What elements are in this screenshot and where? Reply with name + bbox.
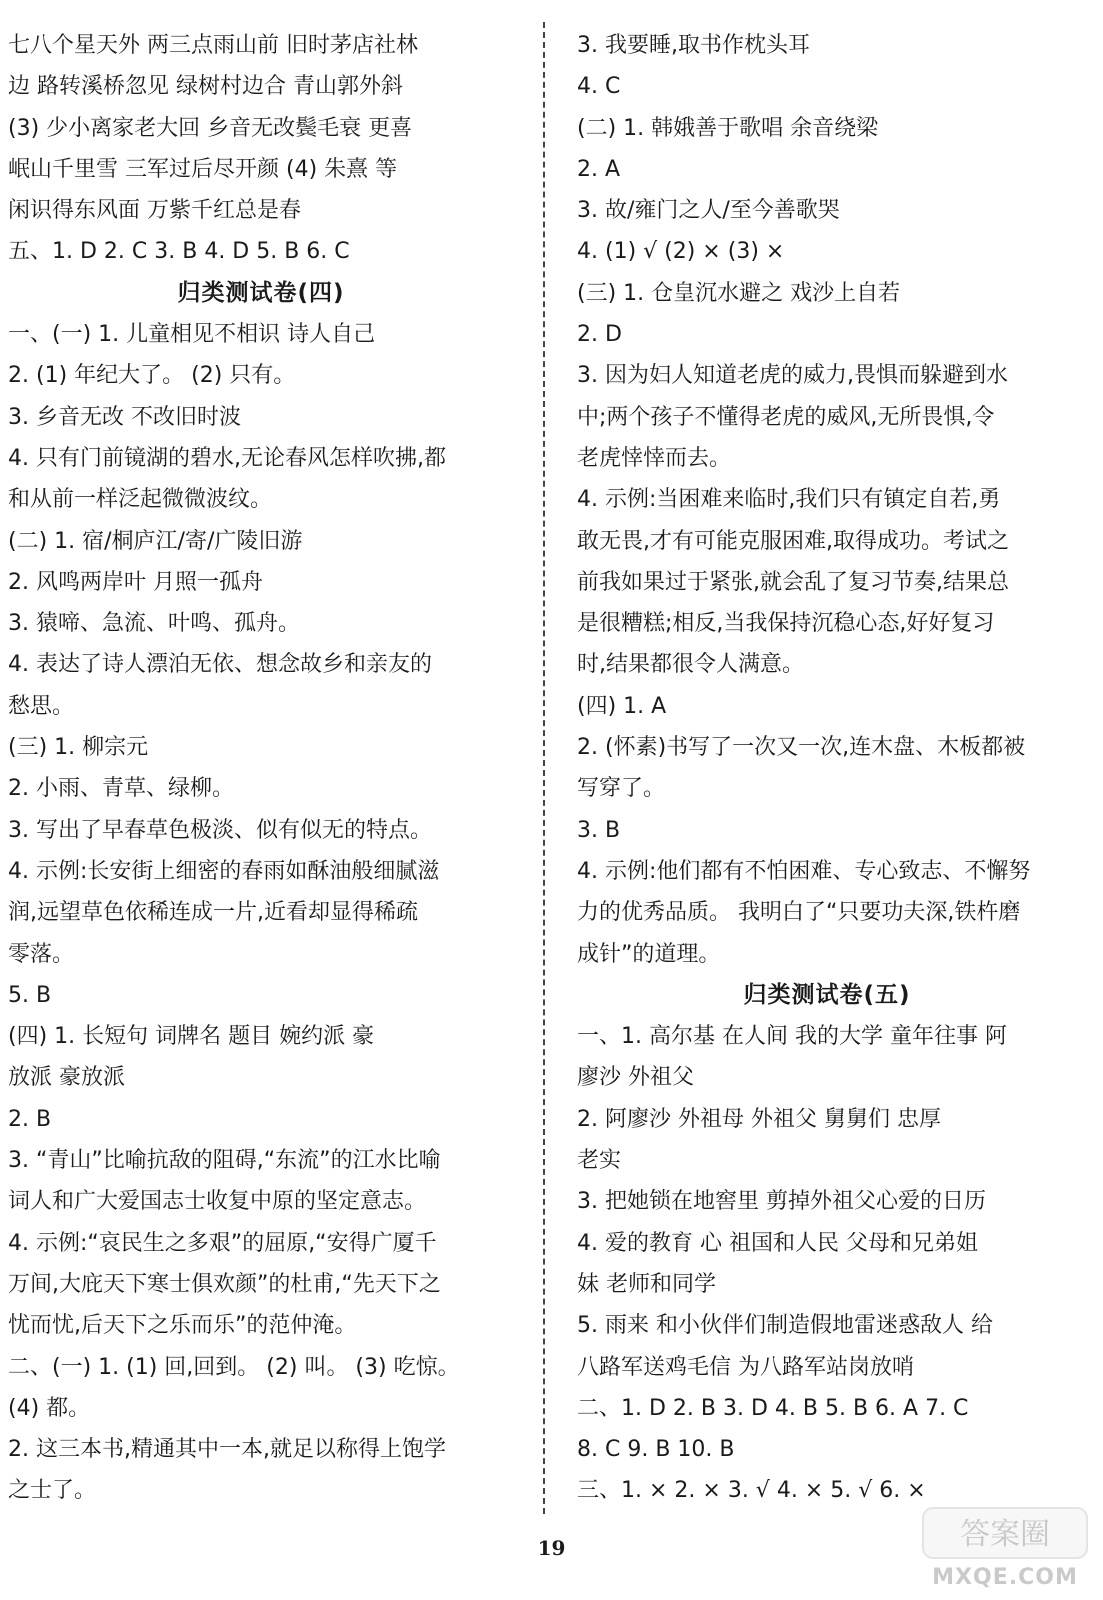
answer-line: (四) 1. 长短句 词牌名 题目 婉约派 豪 (8, 1024, 375, 1050)
answer-line: (3) 少小离家老大回 乡音无改鬓毛衰 更喜 (8, 115, 413, 141)
section-heading: 归类测试卷(四) (177, 279, 345, 306)
answer-line: 3. 我要睡,取书作枕头耳 (577, 33, 810, 58)
answer-line: 八路军送鸡毛信 为八路军站岗放哨 (577, 1354, 914, 1380)
answer-line: 4. 爱的教育 心 祖国和人民 父母和兄弟姐 (577, 1230, 978, 1256)
watermark-title: 答案圈 (960, 1517, 1050, 1552)
answer-line: 2. 这三本书,精通其中一本,就足以称得上饱学 (8, 1437, 446, 1463)
answer-line: 放派 豪放派 (8, 1065, 125, 1091)
answer-line: (二) 1. 宿/桐庐江/寄/广陵旧游 (8, 528, 303, 554)
page-number: 19 (537, 1536, 566, 1560)
answer-line: 五、1. D 2. C 3. B 4. D 5. B 6. C (8, 239, 350, 265)
answer-line: 3. 乡音无改 不改旧时波 (8, 404, 241, 430)
answer-line: 3. B (577, 817, 621, 843)
answer-line: 成针”的道理。 (577, 941, 721, 967)
answer-line: 敢无畏,才有可能克服困难,取得成功。考试之 (577, 528, 1009, 554)
answer-line: 边 路转溪桥忽见 绿树村边合 青山郭外斜 (8, 74, 403, 100)
answer-line: 2. 阿廖沙 外祖母 外祖父 舅舅们 忠厚 (577, 1106, 941, 1132)
watermark-logo (921, 1506, 1089, 1592)
answer-line: 之士了。 (8, 1478, 97, 1504)
answer-line: 万间,大庇天下寒士俱欢颜”的杜甫,“先天下之 (8, 1271, 441, 1297)
answer-line: 2. A (577, 156, 621, 182)
answer-line: 4. 示例:他们都有不怕困难、专心致志、不懈努 (577, 858, 1031, 884)
answer-line: 一、(一) 1. 儿童相见不相识 诗人自己 (8, 322, 376, 348)
answer-line: (四) 1. A (577, 693, 667, 719)
answer-line: 一、1. 高尔基 在人间 我的大学 童年往事 阿 (577, 1024, 1007, 1050)
answer-line: 4. C (577, 74, 621, 100)
answer-line: 力的优秀品质。 我明白了“只要功夫深,铁杵磨 (577, 900, 1021, 926)
answer-line: 3. 写出了早春草色极淡、似有似无的特点。 (8, 817, 432, 843)
answer-line: 前我如果过于紧张,就会乱了复习节奏,结果总 (577, 569, 1009, 595)
answer-line: 5. B (8, 982, 52, 1008)
answer-line: 中;两个孩子不懂得老虎的威风,无所畏惧,令 (577, 404, 995, 430)
left-column (8, 25, 514, 1540)
answer-line: 七八个星天外 两三点雨山前 旧时茅店社林 (8, 33, 418, 58)
answer-line: 润,远望草色依稀连成一片,近看却显得稀疏 (8, 900, 418, 926)
answer-line: 和从前一样泛起微微波纹。 (8, 487, 273, 513)
answer-line: (三) 1. 仓皇沉水避之 戏沙上自若 (577, 280, 901, 306)
answer-line: 3. 把她锁在地窖里 剪掉外祖父心爱的日历 (577, 1189, 986, 1215)
answer-line: 词人和广大爱国志士收复中原的坚定意志。 (8, 1189, 427, 1215)
answer-line: 4. 表达了诗人漂泊无依、想念故乡和亲友的 (8, 652, 432, 678)
answer-line: 2. B (8, 1106, 52, 1132)
answer-line: 老实 (577, 1148, 622, 1174)
answer-line: 4. 示例:当困难来临时,我们只有镇定自若,勇 (577, 487, 1001, 513)
answer-line: (三) 1. 柳宗元 (8, 735, 149, 761)
answer-line: 2. (1) 年纪大了。 (2) 只有。 (8, 363, 296, 389)
answer-line: 3. “青山”比喻抗敌的阻碍,“东流”的江水比喻 (8, 1148, 441, 1174)
answer-line: 4. 示例:长安街上细密的春雨如酥油般细腻滋 (8, 858, 440, 884)
answer-line: 5. 雨来 和小伙伴们制造假地雷迷惑敌人 给 (577, 1313, 993, 1339)
answer-line: 三、1. × 2. × 3. √ 4. × 5. √ 6. × (577, 1478, 926, 1504)
answer-line: 2. D (577, 322, 622, 348)
answer-line: 廖沙 外祖父 (577, 1065, 694, 1091)
answer-line: 写穿了。 (577, 776, 666, 802)
answer-line: 4. 只有门前镜湖的碧水,无论春风怎样吹拂,都 (8, 445, 446, 471)
answer-line: 3. 故/雍门之人/至今善歌哭 (577, 198, 840, 224)
answer-line: 4. (1) √ (2) × (3) × (577, 239, 785, 265)
answer-line: 二、(一) 1. (1) 回,回到。 (2) 叫。 (3) 吃惊。 (8, 1354, 460, 1380)
answer-line: 2. 小雨、青草、绿柳。 (8, 776, 234, 802)
section-heading: 归类测试卷(五) (743, 981, 911, 1008)
answer-line: 2. 风鸣两岸叶 月照一孤舟 (8, 569, 263, 595)
answer-line: 8. C 9. B 10. B (577, 1437, 735, 1463)
answer-line: 岷山千里雪 三军过后尽开颜 (4) 朱熹 等 (8, 156, 398, 182)
right-column (577, 25, 1077, 1540)
answer-line: 零落。 (8, 941, 75, 967)
answer-line: 4. 示例:“哀民生之多艰”的屈原,“安得广厦千 (8, 1230, 437, 1256)
answer-line: 是很糟糕;相反,当我保持沉稳心态,好好复习 (577, 611, 995, 637)
answer-line: (二) 1. 韩娥善于歌唱 余音绕梁 (577, 115, 879, 141)
answer-line: 妹 老师和同学 (577, 1271, 716, 1297)
answer-line: 老虎悻悻而去。 (577, 445, 732, 471)
answer-line: 3. 猿啼、急流、叶鸣、孤舟。 (8, 611, 300, 637)
answer-line: 2. (怀素)书写了一次又一次,连木盘、木板都被 (577, 735, 1026, 761)
answer-line: 3. 因为妇人知道老虎的威力,畏惧而躲避到水 (577, 363, 1008, 389)
column-divider (543, 22, 545, 1514)
answer-line: (4) 都。 (8, 1395, 91, 1421)
answer-line: 闲识得东风面 万紫千红总是春 (8, 198, 301, 224)
watermark-url: MXQE.COM (932, 1565, 1078, 1590)
answer-line: 忧而忧,后天下之乐而乐”的范仲淹。 (8, 1313, 357, 1339)
answer-line: 愁思。 (8, 693, 75, 719)
answer-line: 二、1. D 2. B 3. D 4. B 5. B 6. A 7. C (577, 1395, 969, 1421)
answer-line: 时,结果都很令人满意。 (577, 652, 804, 678)
